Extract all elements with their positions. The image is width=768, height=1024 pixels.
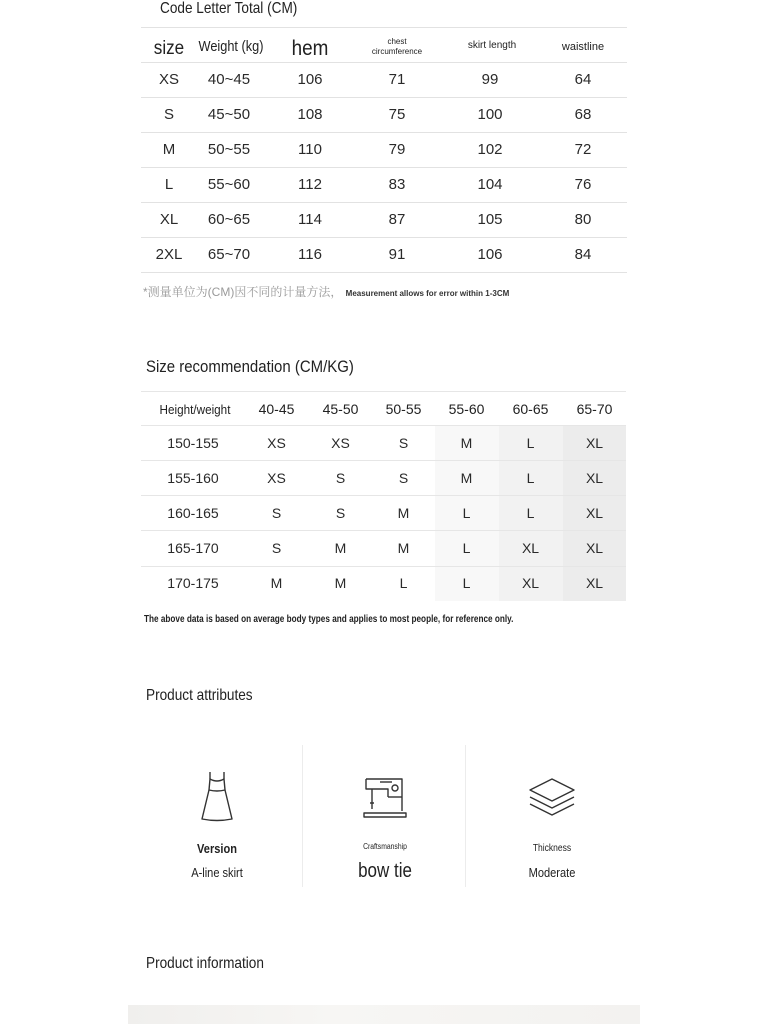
measurement-note xyxy=(143,283,509,300)
header-waistline: waistline xyxy=(561,41,605,53)
recommended-size-cell: M xyxy=(397,540,410,556)
size-cell: L xyxy=(164,176,174,193)
table-cell: 64 xyxy=(574,71,592,88)
header-hem: hem xyxy=(291,37,329,60)
table-cell: 106 xyxy=(477,246,503,263)
recommended-size-cell: XL xyxy=(585,540,604,556)
weight-range-header: 50-55 xyxy=(385,401,422,417)
layers-icon xyxy=(527,777,577,817)
table-cell: 50~55 xyxy=(207,141,251,158)
height-range-cell: 150-155 xyxy=(167,435,219,451)
table-cell: 60~65 xyxy=(207,211,251,228)
recommended-size-cell: S xyxy=(335,470,346,486)
header-weight: Weight (kg) xyxy=(198,38,264,55)
recommended-size-cell: S xyxy=(398,435,409,451)
recommended-size-cell: L xyxy=(462,505,471,521)
table-cell: 102 xyxy=(477,141,503,158)
table-cell: 99 xyxy=(481,71,499,88)
recommendation-note: The above data is based on average body types and applies to most people, for reference only. xyxy=(144,614,514,625)
recommended-size-cell: XS xyxy=(267,470,286,486)
recommended-size-cell: M xyxy=(270,575,283,591)
header-chest xyxy=(352,37,442,57)
recommended-size-cell: XS xyxy=(331,435,350,451)
recommended-size-cell: XL xyxy=(585,435,604,451)
attribute-version-label: Version xyxy=(197,841,237,856)
recommended-size-cell: L xyxy=(526,435,535,451)
attribute-version-value: A-line skirt xyxy=(191,865,243,880)
table-cell: 100 xyxy=(477,106,503,123)
table-cell: 105 xyxy=(477,211,503,228)
header-chest-line2: circumference xyxy=(371,47,423,56)
recommended-size-cell: S xyxy=(335,505,346,521)
table-cell: 72 xyxy=(574,141,592,158)
table-cell: 106 xyxy=(297,71,323,88)
recommended-size-cell: L xyxy=(462,575,471,591)
table-cell: 116 xyxy=(298,246,322,263)
table-cell: 112 xyxy=(298,176,322,193)
rec-corner-header: Height/weight xyxy=(159,402,231,417)
attribute-thickness-value: Moderate xyxy=(528,865,576,880)
table-cell: 79 xyxy=(388,141,406,158)
attributes-title: Product attributes xyxy=(146,687,253,704)
weight-range-header: 55-60 xyxy=(448,401,485,417)
attribute-craftsmanship xyxy=(305,745,465,887)
weight-range-header: 60-65 xyxy=(512,401,549,417)
recommended-size-cell: M xyxy=(397,505,410,521)
size-cell: XL xyxy=(159,211,179,228)
dress-icon xyxy=(200,770,234,822)
table-cell: 110 xyxy=(298,141,322,158)
recommended-size-cell: S xyxy=(271,505,282,521)
sewing-machine-icon xyxy=(362,775,408,819)
recommended-size-cell: M xyxy=(460,470,473,486)
recommended-size-cell: M xyxy=(334,540,347,556)
table-cell: 55~60 xyxy=(207,176,251,193)
attribute-craftsmanship-label: Craftsmanship xyxy=(363,842,407,851)
weight-range-header: 65-70 xyxy=(576,401,613,417)
height-range-cell: 160-165 xyxy=(167,505,219,521)
recommended-size-cell: XS xyxy=(267,435,286,451)
recommended-size-cell: L xyxy=(526,505,535,521)
size-table-title: Code Letter Total (CM) xyxy=(160,0,298,17)
product-information-title: Product information xyxy=(146,955,264,972)
recommended-size-cell: XL xyxy=(585,470,604,486)
size-cell: 2XL xyxy=(155,246,183,263)
header-skirt-length: skirt length xyxy=(467,40,517,51)
recommended-size-cell: L xyxy=(526,470,535,486)
table-cell: 76 xyxy=(574,176,592,193)
recommended-size-cell: S xyxy=(398,470,409,486)
table-cell: 87 xyxy=(388,211,406,228)
weight-range-header: 45-50 xyxy=(322,401,359,417)
table-cell: 65~70 xyxy=(207,246,251,263)
recommended-size-cell: XL xyxy=(521,575,540,591)
recommended-size-cell: L xyxy=(462,540,471,556)
attribute-thickness-label: Thickness xyxy=(532,843,572,854)
recommended-size-cell: XL xyxy=(585,505,604,521)
table-cell: 80 xyxy=(574,211,592,228)
size-cell: S xyxy=(163,106,174,123)
height-range-cell: 165-170 xyxy=(167,540,219,556)
recommended-size-cell: XL xyxy=(585,575,604,591)
table-cell: 108 xyxy=(297,106,323,123)
table-cell: 40~45 xyxy=(207,71,251,88)
table-cell: 83 xyxy=(388,176,406,193)
recommended-size-cell: L xyxy=(399,575,408,591)
table-cell: 114 xyxy=(298,211,322,228)
recommended-size-cell: M xyxy=(334,575,347,591)
height-range-cell: 170-175 xyxy=(167,575,219,591)
size-cell: M xyxy=(162,141,176,158)
measurement-note-main: *测量单位为(CM)因不同的计量方法， xyxy=(143,285,343,299)
product-image xyxy=(128,1005,640,1024)
header-size: size xyxy=(153,38,185,59)
table-cell: 45~50 xyxy=(207,106,251,123)
size-cell: XS xyxy=(158,71,179,88)
header-chest-line1: chest xyxy=(387,37,407,46)
recommended-size-cell: XL xyxy=(521,540,540,556)
table-cell: 71 xyxy=(388,71,406,88)
table-cell: 104 xyxy=(477,176,503,193)
attribute-craftsmanship-value: bow tie xyxy=(358,860,412,882)
attribute-version xyxy=(137,745,297,887)
table-cell: 75 xyxy=(388,106,406,123)
attribute-thickness xyxy=(472,745,632,887)
table-cell: 68 xyxy=(574,106,592,123)
measurement-note-small: Measurement allows for error within 1-3CM xyxy=(345,289,510,298)
recommendation-title: Size recommendation (CM/KG) xyxy=(146,357,354,376)
recommended-size-cell: S xyxy=(271,540,282,556)
recommended-size-cell: M xyxy=(460,435,473,451)
table-cell: 91 xyxy=(388,246,406,263)
weight-range-header: 40-45 xyxy=(258,401,295,417)
height-range-cell: 155-160 xyxy=(167,470,219,486)
table-cell: 84 xyxy=(574,246,592,263)
